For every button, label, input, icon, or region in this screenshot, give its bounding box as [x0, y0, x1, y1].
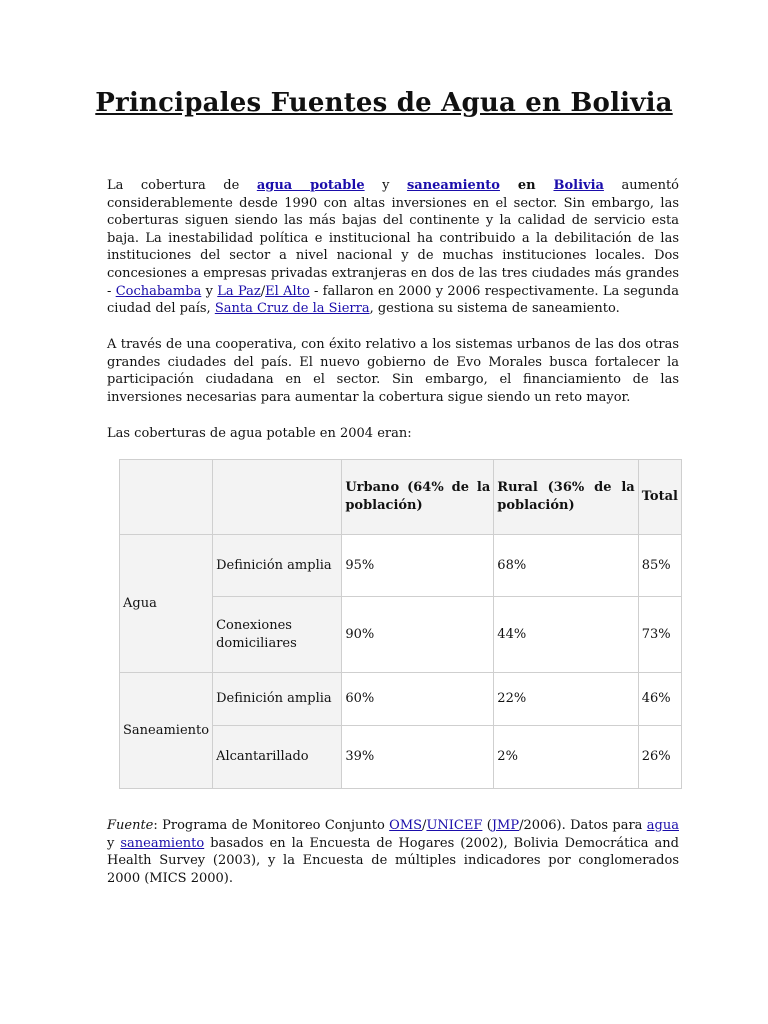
- category-cell: Saneamiento: [120, 673, 213, 789]
- link-saneamiento-source[interactable]: saneamiento: [120, 835, 205, 851]
- intro-paragraph: [107, 177, 679, 318]
- source-label: Fuente: [107, 818, 154, 833]
- row-label: Conexiones domiciliares: [213, 597, 342, 673]
- header-cell: [213, 460, 342, 535]
- link-cochabamba[interactable]: Cochabamba: [115, 283, 202, 299]
- cell-rural: 2%: [494, 726, 638, 789]
- header-cell: [120, 460, 213, 535]
- text-run: - fallaron en 2000 y 2006 respectivamente. La segunda ciudad del país,: [107, 283, 680, 317]
- cell-total: 85%: [638, 535, 681, 597]
- text-run: y: [364, 178, 407, 193]
- cell-total: 73%: [638, 597, 681, 673]
- cooperative-paragraph: A través de una cooperativa, con éxito relativo a los sistemas urbanos de las dos otras grandes ciudades del país. El nuevo gobierno de Evo Morales busca fortalecer la participación ciudadana en el sector. Sin embargo, el financiamiento de las inversiones necesarias para aumentar la cobertura sigue siendo un reto mayor.: [107, 337, 679, 405]
- link-la-paz[interactable]: La Paz: [217, 283, 261, 299]
- text-run: en: [499, 178, 554, 193]
- header-urbano: Urbano (64% de la población): [342, 460, 494, 535]
- cell-rural: 22%: [494, 673, 638, 726]
- text-run: /2006). Datos para: [519, 818, 647, 833]
- coverage-table: [119, 459, 682, 789]
- link-jmp[interactable]: JMP: [491, 818, 520, 833]
- source-note: [107, 817, 679, 887]
- text-run: y: [201, 283, 218, 299]
- text-run: /: [260, 283, 266, 299]
- link-unicef[interactable]: UNICEF: [426, 818, 483, 833]
- category-cell: Agua: [120, 535, 213, 673]
- cell-urbano: 90%: [342, 597, 494, 673]
- page-title: Principales Fuentes de Agua en Bolivia: [95, 88, 673, 118]
- cell-total: 46%: [638, 673, 681, 726]
- link-santa-cruz[interactable]: Santa Cruz de la Sierra: [214, 301, 370, 317]
- table-row: [120, 535, 682, 597]
- link-agua-potable[interactable]: agua potable: [256, 178, 365, 193]
- row-label: Definición amplia: [213, 535, 342, 597]
- table-row: [120, 673, 682, 726]
- link-oms[interactable]: OMS: [389, 818, 423, 833]
- cell-urbano: 39%: [342, 726, 494, 789]
- header-rural: Rural (36% de la población): [494, 460, 638, 535]
- link-saneamiento[interactable]: saneamiento: [406, 178, 500, 193]
- text-run: y: [107, 835, 121, 851]
- text-run: aumentó considerablemente desde 1990 con altas inversiones en el sector. Sin embargo, las coberturas siguen siendo las más bajas del continente y la calidad de servicio esta baja. La inestabilidad política e institucional ha contribuido a la debilitación de las instituciones del sector a nivel nacional y de muchas instituciones locales. Dos concesiones a empresas privadas extranjeras en dos de las tres ciudades más grandes -: [107, 178, 680, 299]
- row-label: Alcantarillado: [213, 726, 342, 789]
- cell-rural: 68%: [494, 535, 638, 597]
- cell-total: 26%: [638, 726, 681, 789]
- text-run: (: [482, 818, 492, 833]
- text-run: : Programa de Monitoreo Conjunto: [153, 818, 390, 833]
- link-agua[interactable]: agua: [646, 818, 679, 833]
- cell-urbano: 95%: [342, 535, 494, 597]
- header-total: Total: [638, 460, 681, 535]
- link-el-alto[interactable]: El Alto: [265, 283, 310, 299]
- text-run: /: [422, 818, 427, 833]
- cell-rural: 44%: [494, 597, 638, 673]
- table-header-row: [120, 460, 682, 535]
- cell-urbano: 60%: [342, 673, 494, 726]
- text-run: La cobertura de: [107, 178, 257, 193]
- link-bolivia[interactable]: Bolivia: [553, 178, 604, 193]
- coverage-intro: Las coberturas de agua potable en 2004 eran:: [107, 426, 412, 441]
- row-label: Definición amplia: [213, 673, 342, 726]
- text-run: basados en la Encuesta de Hogares (2002), Bolivia Democrática and Health Survey (2003), y la Encuesta de múltiples indicadores por conglomerados 2000 (MICS 2000).: [107, 835, 679, 886]
- text-run: , gestiona su sistema de saneamiento.: [369, 301, 620, 317]
